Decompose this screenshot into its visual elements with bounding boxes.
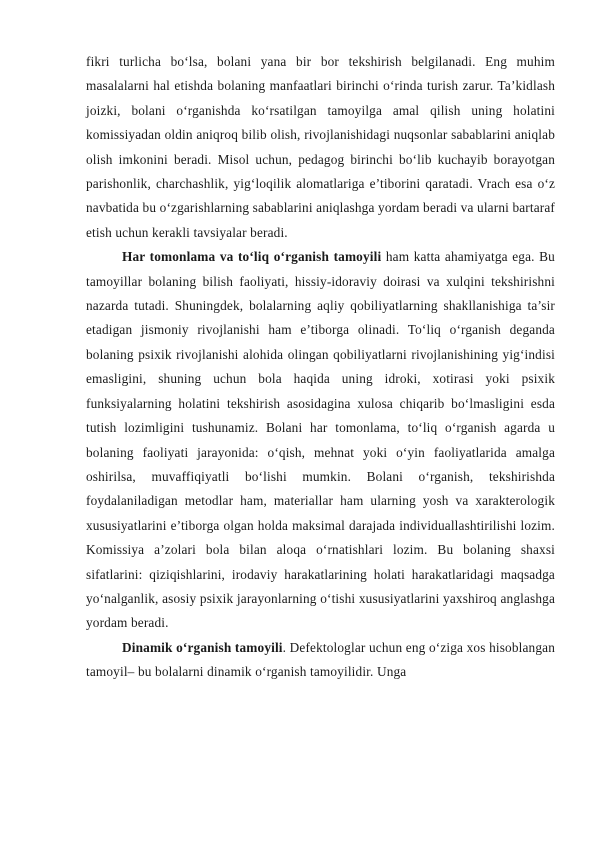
paragraph-text: fikri turlicha bo‘lsa, bolani yana bir bor tekshirish belgilanadi. Eng muhim masalalarni hal etishda bolaning manfaatlari birinchi o‘rinda turish zarur. Ta’kidlash joizki, bolani o‘rganishda ko‘rsatilgan tamoyilga amal qilish uning holatini komissiyadan oldin aniqroq bilib olish, rivojlanishidagi nuqsonlar sabablarini aniqlab olish imkonini beradi. Misol uchun, pedagog birinchi bo‘lib kuchayib borayotgan parishonlik, charchashlik, yig‘loqilik alomatlariga e’tiborini qaratadi. Vrach esa o‘z navbatida bu o‘zgarishlarning sabablarini aniqlashga yordam beradi va ularni bartaraf etish uchun kerakli tavsiyalar beradi. [86, 54, 555, 240]
paragraph-heading: Dinamik o‘rganish tamoyili [122, 639, 283, 655]
document-page [86, 50, 555, 685]
paragraph-heading: Har tomonlama va to‘liq o‘rganish tamoyili [122, 249, 382, 265]
paragraph-text: . Defektologlar uchun eng o‘ziga xos hisoblangan tamoyil– bu bolalarni dinamik o‘rganish tamoyilidir. Unga [86, 639, 555, 680]
paragraph-comprehensive-study [86, 245, 555, 636]
paragraph-continuation [86, 50, 555, 245]
paragraph-dynamic-study [86, 636, 555, 685]
paragraph-text: ham katta ahamiyatga ega. Bu tamoyillar bolaning bilish faoliyati, hissiy-idoraviy doirasi va xulqini tekshirishni nazarda tutadi. Shuningdek, bolalarning aqliy qobiliyatlarning shakllanishiga ta’sir etadigan jismoniy rivojlanishi ham e’tiborga olinadi. To‘liq o‘rganish deganda bolaning psixik rivojlanishi alohida olingan qobiliyatlarni rivojlanishining yig‘indisi emasligini, shuning uchun bola haqida uning idroki, xotirasi yoki psixik funksiyalarning holatini tekshirish asosidagina xulosa chiqarib bo‘lmasligini esda tutish lozimligini tushunamiz. Bolani har tomonlama, to‘liq o‘rganish agarda u bolaning faoliyati jarayonida: o‘qish, mehnat yoki o‘yin faoliyatlarida amalga oshirilsa, muvaffiqiyatli bo‘lishi mumkin. Bolani o‘rganish, tekshirishda foydalaniladigan metodlar ham, materiallar ham ularning yosh va xarakterologik xususiyatlarini e’tiborga olgan holda maksimal darajada individuallashtirilishi lozim. Komissiya a’zolari bola bilan aloqa o‘rnatishlari lozim. Bu bolaning shaxsi sifatlarini: qiziqishlarini, irodaviy harakatlarining holati harakatlaridagi maqsadga yo‘nalganlik, asosiy psixik jarayonlarning o‘tishi xususiyatlarini yaxshiroq anglashga yordam beradi. [86, 249, 555, 631]
